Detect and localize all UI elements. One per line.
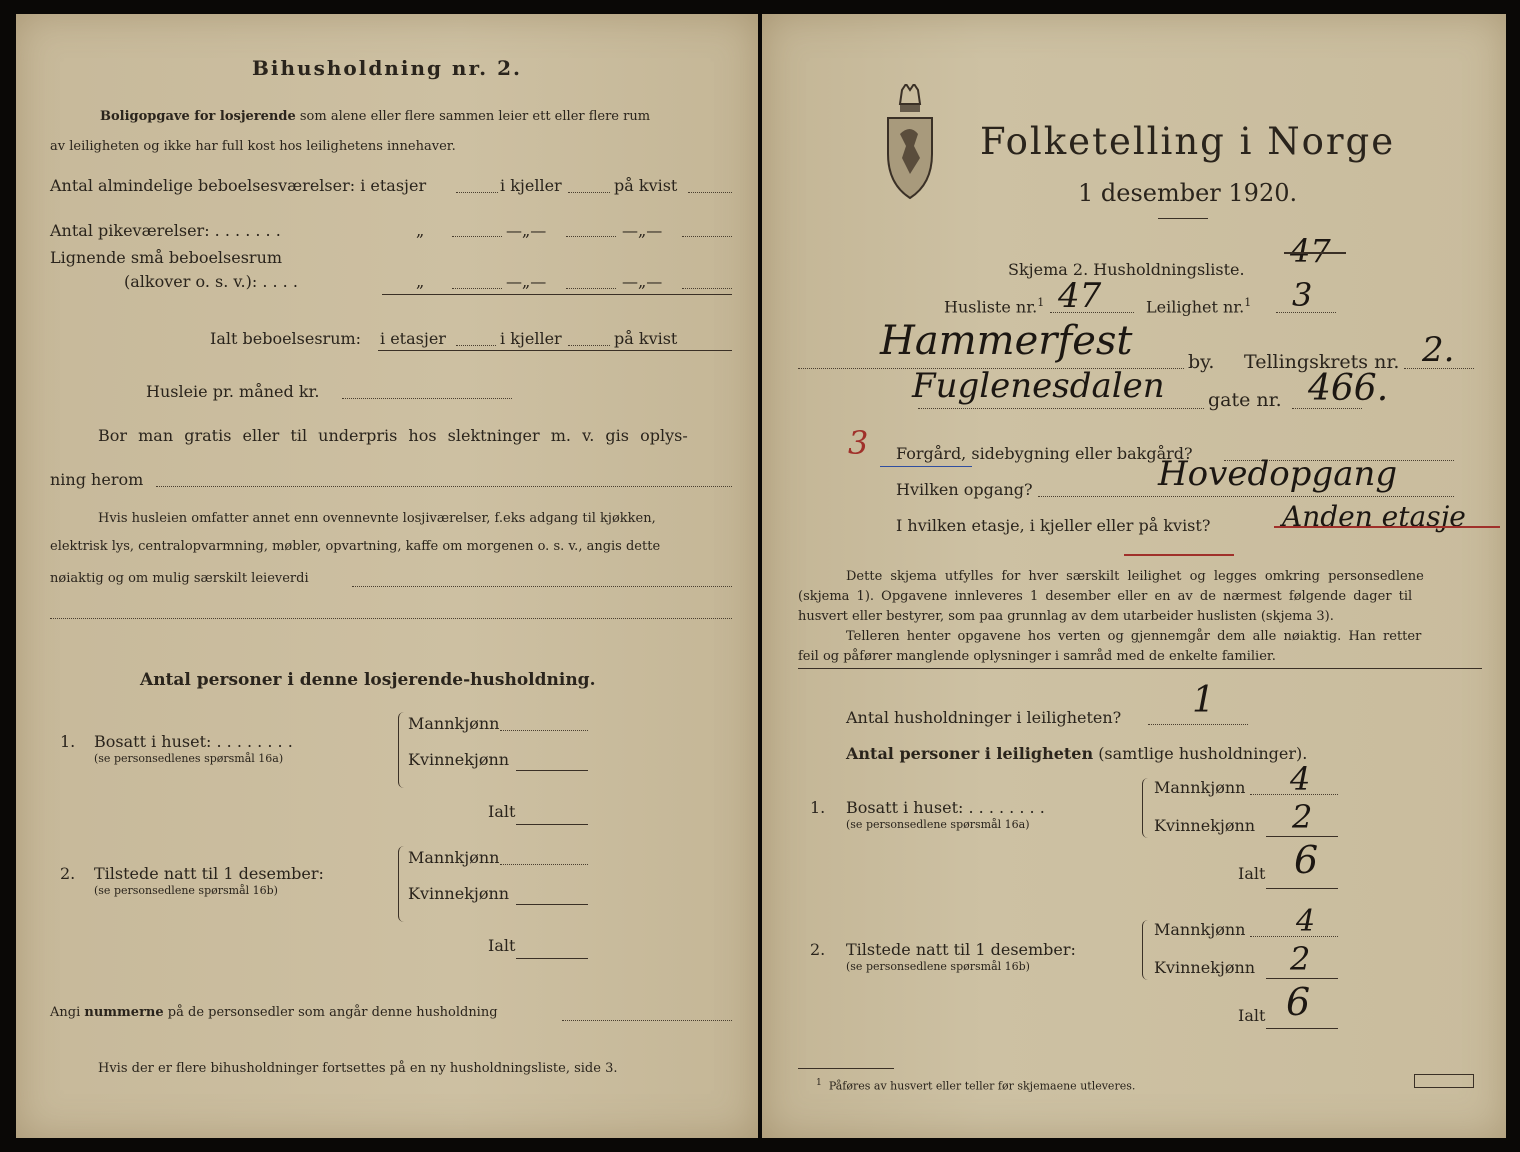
right-q2-kvinne-label: Kvinnekjønn	[1154, 958, 1256, 977]
by-label: by.	[1188, 351, 1215, 373]
hvis-line-1: Hvis husleien omfatter annet enn ovennevnte losjiværelser, f.eks adgang til kjøkken,	[98, 511, 656, 526]
right-q1-mann-label: Mannkjønn	[1154, 778, 1246, 797]
right-q1-mann-value: 4	[1290, 760, 1311, 798]
antal-husholdninger-label: Antal husholdninger i leiligheten?	[846, 708, 1122, 727]
right-q2-mann-value: 4	[1296, 904, 1316, 939]
census-date: 1 desember 1920.	[1078, 179, 1298, 207]
footnote: $^1$ Påføres av husvert eller teller før skjemaene utleveres.	[816, 1077, 1136, 1093]
left-q1-mann: Mannkjønn	[408, 714, 500, 733]
left-q1-label: Bosatt i huset: . . . . . . . .	[94, 732, 293, 751]
left-q2-mann: Mannkjønn	[408, 848, 500, 867]
husliste-label: Husliste nr.$^1$	[944, 296, 1045, 317]
left-q2-ialt: Ialt	[488, 936, 516, 955]
right-q1-ialt-value: 6	[1294, 838, 1319, 882]
angi-pre: Angi	[50, 1005, 81, 1020]
right-q1-kvinne-value: 2	[1292, 798, 1313, 836]
antal-personer-rest: (samtlige husholdninger).	[1098, 744, 1308, 763]
right-page	[762, 14, 1506, 1138]
antal-husholdninger-value: 1	[1192, 680, 1215, 721]
husliste-value: 47	[1058, 276, 1102, 316]
antal-personer-bold: Antal personer i leiligheten	[846, 744, 1094, 763]
ialt-rum-label: Ialt beboelsesrum:	[210, 329, 362, 348]
info-line-4: Telleren henter opgavene hos verten og gjennemgår dem alle nøiaktig. Han retter	[846, 629, 1422, 644]
husliste-struck: 47	[1290, 232, 1331, 270]
ialt-rum-etasjer: i etasjer	[380, 329, 446, 348]
angi-post: på de personsedler som angår denne husholdning	[167, 1005, 498, 1020]
lignende-label-1: Lignende små beboelsesrum	[50, 248, 283, 267]
left-page: Bihusholdning nr. 2. Boligopgave for losjerende som alene eller flere sammen leier ett eller flere rum av leiligheten og ikke har full kost hos leilighetens innehaver. Antal almindelige beboelsesværelser: i etasjer i kjeller på kvist Antal pikeværelser: . . . . . . . „ —„— —„— Lignende små beboelsesrum (alkover o. s. v.): . . . . „ —„— —„— Ialt beboelsesrum: i etasjer i kjeller på kvist Husleie pr. måned kr. Bor man gratis eller til underpris hos slektninger m. v. gis oplys- ning herom Hvis husleien omfatter annet enn ovennevnte losjiværelser, f.eks adgang til kjøkken, elektrisk lys, centralopvarmning, møbler, opvartning, kaffe om morgenen o. s. v., angis dette nøiaktig og om mulig særskilt leieverdi Antal personer i denne losjerende-husholdning. 1. Bosatt i huset: . . . . . . . . (se personsedlenes spørsmål 16a) Mannkjønn Kvinnekjønn Ialt 2. Tilstede natt til 1 desember: (se personsedlene spørsmål 16b) Mannkjønn Kvinnekjønn Ialt Angi nummerne på de personsedler som angår denne husholdning Hvis der er flere bihusholdninger fortsettes på en ny husholdningsliste, side 3.	[16, 14, 758, 1138]
right-q1-number: 1.	[810, 798, 826, 817]
opgang-label: Hvilken opgang?	[896, 480, 1033, 499]
opgang-value: Hovedopgang	[1158, 454, 1398, 494]
left-q2-label: Tilstede natt til 1 desember:	[94, 864, 324, 883]
coat-of-arms-icon	[884, 84, 936, 200]
leilighet-value: 3	[1292, 276, 1313, 314]
forgard-label: Forgård, sidebygning eller bakgård?	[896, 444, 1193, 463]
street-value: Fuglenesdalen	[912, 366, 1165, 406]
skjema-label: Skjema 2. Husholdningsliste.	[1008, 260, 1245, 279]
bor-line-1: Bor man gratis eller til underpris hos slektninger m. v. gis oplys-	[98, 426, 688, 445]
gate-label: gate nr.	[1208, 389, 1282, 411]
right-q2-label: Tilstede natt til 1 desember:	[846, 940, 1076, 959]
right-q1-sub: (se personsedlene spørsmål 16a)	[846, 818, 1030, 831]
antal-personer-line	[846, 744, 1307, 764]
right-q2-sub: (se personsedlene spørsmål 16b)	[846, 960, 1030, 973]
rooms-kvist: på kvist	[614, 176, 678, 195]
antal-personer-title: Antal personer i denne losjerende-husholdning.	[140, 670, 596, 690]
right-q2-ialt-value: 6	[1286, 980, 1311, 1024]
intro-rest: som alene eller flere sammen leier ett eller flere rum	[299, 109, 651, 124]
gate-value: 466.	[1308, 368, 1389, 409]
etasje-value: Anden etasje	[1282, 500, 1466, 533]
left-q2-kvinne: Kvinnekjønn	[408, 884, 510, 903]
right-q2-ialt-label: Ialt	[1238, 1006, 1266, 1025]
angi-line	[50, 1004, 498, 1022]
left-q1-ialt: Ialt	[488, 802, 516, 821]
lignende-label-2: (alkover o. s. v.): . . . .	[124, 272, 298, 291]
city-value: Hammerfest	[880, 318, 1133, 364]
rooms-kjeller: i kjeller	[500, 176, 562, 195]
ialt-rum-kvist: på kvist	[614, 329, 678, 348]
angi-bold: nummerne	[84, 1005, 164, 1020]
printer-stamp	[1414, 1074, 1474, 1088]
right-q1-kvinne-label: Kvinnekjønn	[1154, 816, 1256, 835]
census-title: Folketelling i Norge	[980, 120, 1396, 163]
left-q2-number: 2.	[60, 864, 76, 883]
husleie-label: Husleie pr. måned kr.	[146, 382, 320, 401]
right-q2-mann-label: Mannkjønn	[1154, 920, 1246, 939]
left-footer: Hvis der er flere bihusholdninger fortsettes på en ny husholdningsliste, side 3.	[98, 1061, 618, 1076]
left-q1-sub: (se personsedlenes spørsmål 16a)	[94, 752, 284, 765]
left-q1-kvinne: Kvinnekjønn	[408, 750, 510, 769]
tellingskrets-label: Tellingskrets nr.	[1244, 351, 1400, 373]
leilighet-label: Leilighet nr.$^1$	[1146, 296, 1252, 317]
intro-bold: Boligopgave for losjerende	[100, 109, 296, 124]
left-q1-number: 1.	[60, 732, 76, 751]
right-q2-number: 2.	[810, 940, 826, 959]
hvis-line-2: elektrisk lys, centralopvarmning, møbler, opvartning, kaffe om morgenen o. s. v., angis dette	[50, 539, 661, 554]
tellingskrets-value: 2.	[1422, 330, 1455, 370]
etasje-label: I hvilken etasje, i kjeller eller på kvist?	[896, 516, 1211, 535]
intro-line-1	[100, 108, 650, 126]
forgard-mark: 3	[848, 424, 869, 462]
info-line-1: Dette skjema utfylles for hver særskilt leilighet og legges omkring personsedlene	[846, 569, 1424, 584]
hvis-line-3: nøiaktig og om mulig særskilt leieverdi	[50, 571, 309, 586]
pike-label: Antal pikeværelser: . . . . . . .	[50, 221, 281, 240]
right-q1-label: Bosatt i huset: . . . . . . . .	[846, 798, 1045, 817]
right-q2-kvinne-value: 2	[1290, 940, 1311, 978]
info-line-2: (skjema 1). Opgavene innleveres 1 desember eller en av de nærmest følgende dager til	[798, 589, 1413, 604]
rooms-label: Antal almindelige beboelsesværelser: i etasjer	[50, 176, 427, 195]
info-line-5: feil og påfører manglende oplysninger i samråd med de enkelte familier.	[798, 649, 1276, 664]
bor-line-2: ning herom	[50, 470, 144, 489]
right-q1-ialt-label: Ialt	[1238, 864, 1266, 883]
ialt-rum-kjeller: i kjeller	[500, 329, 562, 348]
info-line-3: husvert eller bestyrer, som paa grunnlag av dem utarbeider huslisten (skjema 3).	[798, 609, 1334, 624]
left-q2-sub: (se personsedlene spørsmål 16b)	[94, 884, 278, 897]
intro-line-2: av leiligheten og ikke har full kost hos leilighetens innehaver.	[50, 139, 456, 154]
bihusholdning-title: Bihusholdning nr. 2.	[252, 56, 522, 80]
